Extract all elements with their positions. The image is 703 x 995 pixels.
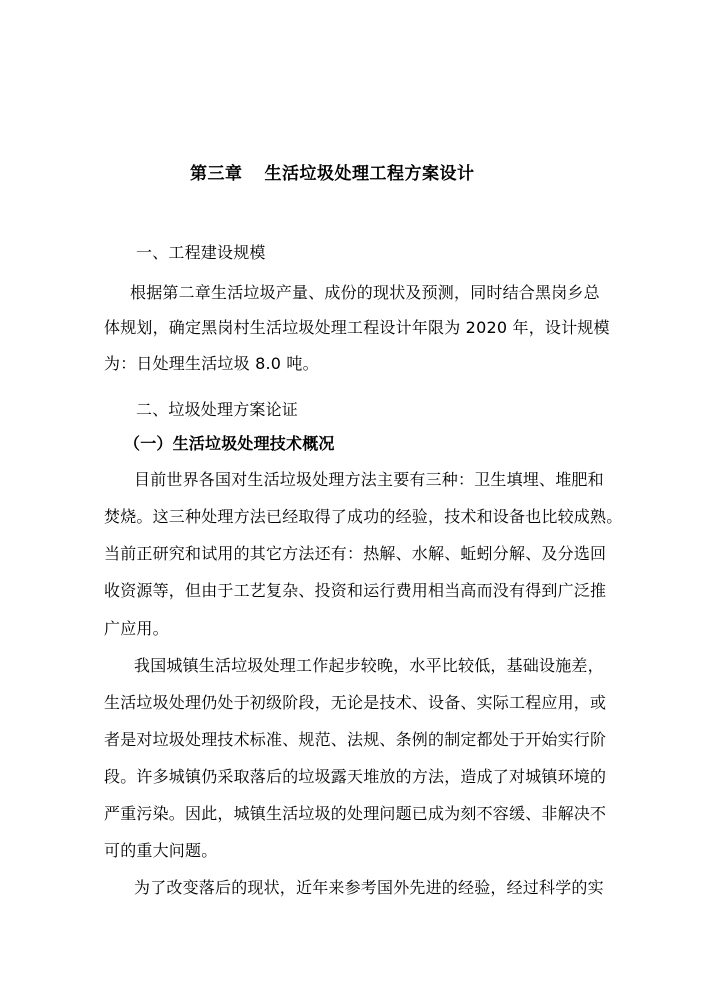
paragraph-line: 根据第二章生活垃圾产量、成份的现状及预测，同时结合黑岗乡总 [130, 283, 600, 302]
paragraph-line: 为：日处理生活垃圾 8.0 吨。 [104, 354, 319, 373]
paragraph-line: 严重污染。因此，城镇生活垃圾的处理问题已成为刻不容缓、非解决不 [104, 804, 607, 823]
paragraph-line: 当前正研究和试用的其它方法还有：热解、水解、蚯蚓分解、及分选回 [104, 544, 607, 563]
paragraph-line: 可的重大问题。 [104, 841, 218, 860]
paragraph-line: 广应用。 [104, 619, 169, 638]
paragraph-line: 生活垃圾处理仍处于初级阶段，无论是技术、设备、实际工程应用，或 [104, 693, 607, 712]
chapter-title [190, 164, 475, 184]
chapter-number: 第三章 [190, 164, 243, 184]
paragraph-line: 收资源等，但由于工艺复杂、投资和运行费用相当高而没有得到广泛推 [104, 581, 607, 600]
paragraph-line: 目前世界各国对生活垃圾处理方法主要有三种：卫生填埋、堆肥和 [134, 470, 604, 489]
paragraph-line: 体规划，确定黑岗村生活垃圾处理工程设计年限为 2020 年，设计规模 [104, 318, 610, 337]
chapter-name: 生活垃圾处理工程方案设计 [264, 164, 475, 184]
paragraph-line: 为了改变落后的现状，近年来参考国外先进的经验，经过科学的实 [134, 878, 604, 897]
section-2-heading: 二、垃圾处理方案论证 [136, 400, 299, 419]
paragraph-line: 我国城镇生活垃圾处理工作起步较晚，水平比较低，基础设施差， [134, 656, 604, 675]
subsection-heading: （一）生活垃圾处理技术概况 [124, 434, 335, 453]
paragraph-line: 段。许多城镇仍采取落后的垃圾露天堆放的方法，造成了对城镇环境的 [104, 767, 607, 786]
paragraph-line: 焚烧。这三种处理方法已经取得了成功的经验，技术和设备也比较成熟。 [104, 507, 623, 526]
section-1-heading: 一、工程建设规模 [136, 243, 266, 262]
paragraph-line: 者是对垃圾处理技术标准、规范、法规、条例的制定都处于开始实行阶 [104, 730, 607, 749]
